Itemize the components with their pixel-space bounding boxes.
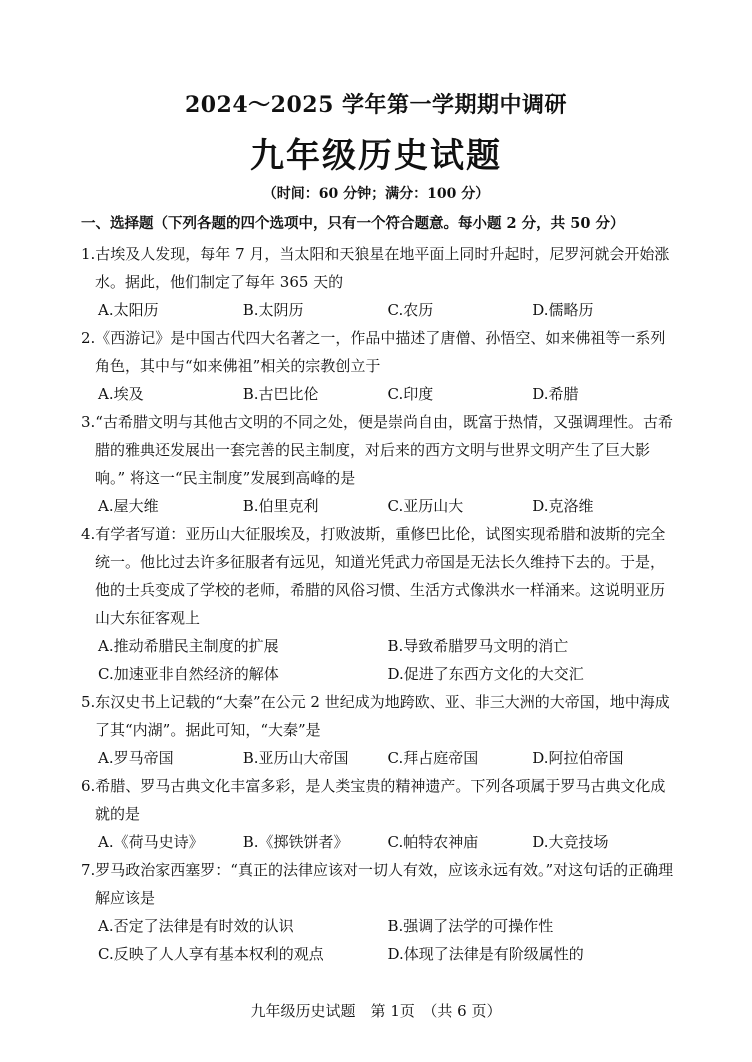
option-d: D.大竞技场: [532, 833, 609, 851]
option-a: A.否定了法律是有时效的认识: [98, 917, 294, 935]
section-heading: 一、选择题（下列各题的四个选项中，只有一个符合题意。每小题 2 分，共 50 分）: [81, 215, 625, 232]
question-stem: 7.罗马政治家西塞罗：“真正的法律应该对一切人有效，应该永远有效。”对这句话的正确理解应该是: [81, 861, 674, 907]
option-d: D.促进了东西方文化的大交汇: [387, 665, 584, 683]
option-d: D.体现了法律是有阶级属性的: [387, 945, 584, 963]
option-d: D.阿拉伯帝国: [532, 749, 624, 767]
option-b: B.伯里克利: [242, 497, 319, 515]
option-b: B.太阴历: [242, 301, 304, 319]
option-c: C.加速亚非自然经济的解体: [98, 665, 279, 683]
option-d: D.儒略历: [532, 301, 594, 319]
question-2: [81, 324, 677, 408]
question-stem: 1.古埃及人发现，每年 7 月，当太阳和天狼星在地平面上同时升起时，尼罗河就会开始涨水。据此，他们制定了每年 365 天的: [81, 245, 670, 291]
option-d: D.克洛维: [532, 497, 594, 515]
exam-time-score: （时间：60 分钟；满分：100 分）: [262, 186, 490, 202]
option-b: B.《掷铁饼者》: [242, 833, 349, 851]
question-3: [81, 408, 677, 520]
question-stem: 5.东汉史书上记载的“大秦”在公元 2 世纪成为地跨欧、亚、非三大洲的大帝国，地中海成了其“内湖”。据此可知，“大秦”是: [81, 693, 670, 739]
option-b: B.强调了法学的可操作性: [387, 917, 554, 935]
question-1: [81, 240, 677, 324]
option-b: B.亚历山大帝国: [242, 749, 349, 767]
question-7: [81, 856, 677, 968]
option-c: C.反映了人人享有基本权利的观点: [98, 945, 324, 963]
question-stem: 6.希腊、罗马古典文化丰富多彩，是人类宝贵的精神遗产。下列各项属于罗马古典文化成就的是: [81, 777, 666, 823]
question-6: [81, 772, 677, 856]
option-a: A.埃及: [98, 385, 144, 403]
option-a: A.罗马帝国: [98, 749, 174, 767]
option-a: A.《荷马史诗》: [98, 833, 204, 851]
exam-term-title: 2024～2025 学年第一学期期中调研: [184, 92, 568, 118]
option-a: A.太阳历: [98, 301, 159, 319]
question-stem: 3.“古希腊文明与其他古文明的不同之处，便是崇尚自由，既富于热情，又强调理性。古希腊的雅典还发展出一套完善的民主制度，对后来的西方文明与世界文明产生了巨大影响。” 将这一“民主制度”发展到高峰的是: [81, 413, 673, 487]
option-a: A.屋大维: [98, 497, 159, 515]
exam-subject-title: 九年级历史试题: [250, 136, 502, 176]
question-4: [81, 520, 677, 688]
question-stem: 4.有学者写道：亚历山大征服埃及，打败波斯，重修巴比伦，试图实现希腊和波斯的完全统一。他比过去许多征服者有远见，知道光凭武力帝国是无法长久维持下去的。于是，他的士兵变成了学校的老师，希腊的风俗习惯、生活方式像洪水一样涌来。这说明亚历山大东征客观上: [81, 525, 666, 627]
option-a: A.推动希腊民主制度的扩展: [98, 637, 279, 655]
option-c: C.印度: [387, 385, 434, 403]
option-c: C.帕特农神庙: [387, 833, 479, 851]
page-footer: 九年级历史试题 第 1页 （共 6 页）: [250, 1002, 502, 1020]
option-c: C.亚历山大: [387, 497, 464, 515]
option-b: B.导致希腊罗马文明的消亡: [387, 637, 569, 655]
option-b: B.古巴比伦: [242, 385, 319, 403]
question-stem: 2.《西游记》是中国古代四大名著之一，作品中描述了唐僧、孙悟空、如来佛祖等一系列角色，其中与“如来佛祖”相关的宗教创立于: [81, 329, 666, 375]
option-c: C.拜占庭帝国: [387, 749, 479, 767]
option-d: D.希腊: [532, 385, 579, 403]
option-c: C.农历: [387, 301, 434, 319]
question-5: [81, 688, 677, 772]
